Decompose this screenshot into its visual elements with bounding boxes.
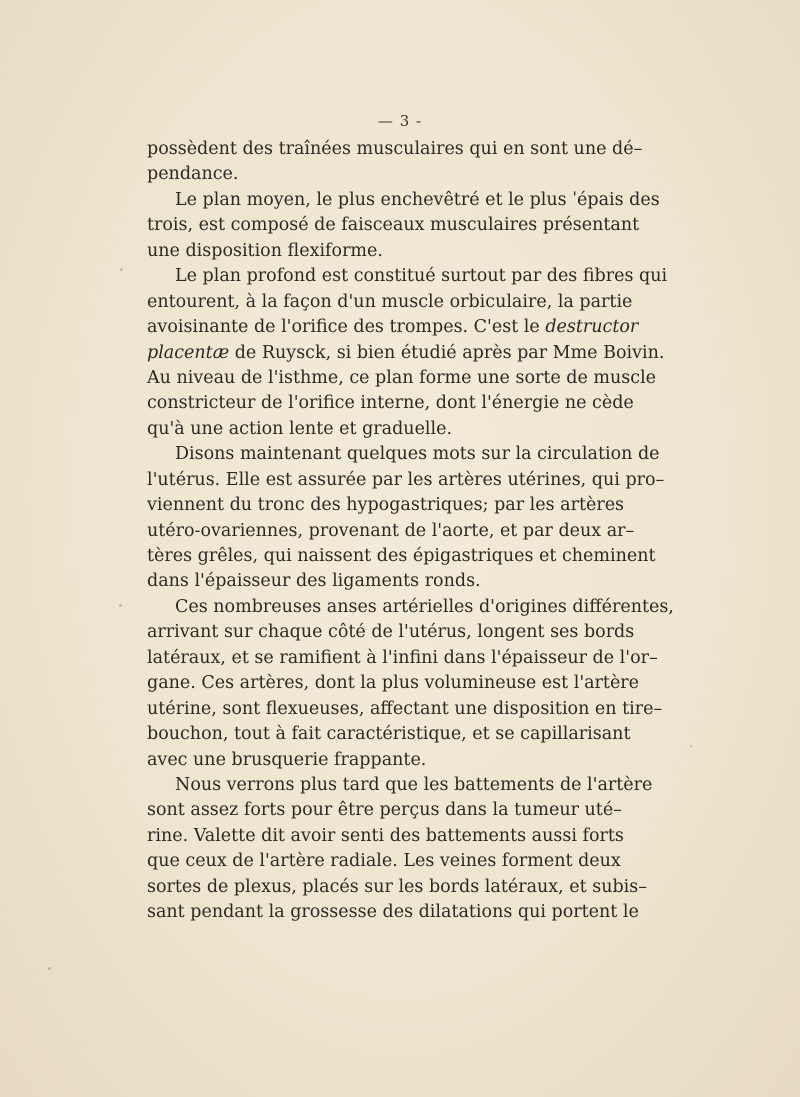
text-line: rine. Valette dit avoir senti des battements aussi forts bbox=[147, 825, 624, 846]
paragraph bbox=[147, 595, 674, 773]
paragraph bbox=[147, 773, 653, 926]
text-line: dans l'épaisseur des ligaments ronds. bbox=[147, 571, 481, 592]
text-line: utérine, sont flexueuses, affectant une disposition en tire– bbox=[147, 698, 663, 719]
text-line: latéraux, et se ramifient à l'infini dans l'épaisseur de l'or– bbox=[147, 647, 658, 668]
italic-term: destructor bbox=[545, 317, 639, 338]
text-line: Au niveau de l'isthme, ce plan forme une sorte de muscle bbox=[147, 367, 657, 388]
paper-speck bbox=[690, 745, 692, 747]
text-line: l'utérus. Elle est assurée par les artères utérines, qui pro– bbox=[147, 469, 665, 490]
text-line: Disons maintenant quelques mots sur la circulation de bbox=[175, 444, 660, 465]
body-text bbox=[147, 137, 674, 926]
text-line: qu'à une action lente et graduelle. bbox=[147, 418, 453, 439]
paper-speck bbox=[598, 268, 600, 270]
text-line-with-italic bbox=[147, 341, 665, 366]
text-line: avec une brusquerie frappante. bbox=[147, 749, 427, 770]
paragraph bbox=[147, 188, 660, 264]
text-line: Nous verrons plus tard que les battements de l'artère bbox=[175, 774, 653, 795]
text-line: constricteur de l'orifice interne, dont l'énergie ne cède bbox=[147, 393, 634, 414]
text-line: arrivant sur chaque côté de l'utérus, longent ses bords bbox=[147, 622, 635, 643]
text-line: gane. Ces artères, dont la plus volumineuse est l'artère bbox=[147, 673, 640, 694]
paper-speck bbox=[119, 604, 122, 607]
text-line: sortes de plexus, placés sur les bords latéraux, et subis– bbox=[147, 876, 648, 897]
paper-speck bbox=[120, 268, 123, 271]
paragraph bbox=[147, 264, 668, 442]
text-run: de Ruysck, si bien étudié après par Mme Boivin. bbox=[234, 342, 665, 363]
text-line: possèdent des traînées musculaires qui en sont une dé– bbox=[147, 139, 643, 159]
text-line: que ceux de l'artère radiale. Les veines forment deux bbox=[147, 851, 621, 872]
paragraph bbox=[147, 442, 665, 595]
text-line: sont assez forts pour être perçus dans la tumeur uté– bbox=[147, 800, 622, 821]
text-line: bouchon, tout à fait caractéristique, et se capillarisant bbox=[147, 724, 631, 745]
text-line: entourent, à la façon d'un muscle orbiculaire, la partie bbox=[147, 291, 633, 312]
text-line: sant pendant la grossesse des dilatations qui portent le bbox=[147, 902, 639, 923]
paper-speck bbox=[48, 967, 51, 970]
paragraph bbox=[147, 137, 643, 188]
italic-term: placentæ bbox=[147, 342, 230, 363]
text-line: viennent du tronc des hypogastriques; par les artères bbox=[147, 495, 625, 516]
text-run: avoisinante de l'orifice des trompes. C'est le bbox=[147, 317, 540, 338]
text-line: pendance. bbox=[147, 164, 239, 185]
text-line: utéro-ovariennes, provenant de l'aorte, et par deux ar– bbox=[147, 520, 635, 541]
text-line: Le plan profond est constitué surtout par des fibres qui bbox=[175, 266, 668, 287]
text-line: une disposition flexiforme. bbox=[147, 240, 383, 261]
text-line-with-italic bbox=[147, 315, 639, 340]
text-line: trois, est composé de faisceaux musculaires présentant bbox=[147, 215, 640, 236]
text-line: Ces nombreuses anses artérielles d'origines différentes, bbox=[175, 596, 674, 617]
text-line: tères grêles, qui naissent des épigastriques et cheminent bbox=[147, 546, 656, 566]
page-number: — 3 - bbox=[377, 112, 423, 130]
text-line: Le plan moyen, le plus enchevêtré et le plus ˈépais des bbox=[175, 189, 660, 210]
